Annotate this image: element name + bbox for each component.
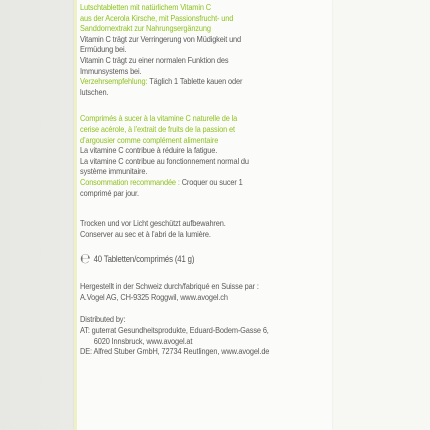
distribution-at-line-2: 6020 Innsbruck, www.avogel.at xyxy=(93,335,193,346)
storage-line-german: Trocken und vor Licht geschützt aufbewahren. xyxy=(80,218,226,229)
panel-edge xyxy=(74,0,77,430)
german-recommendation xyxy=(80,76,297,87)
french-recommendation xyxy=(80,177,297,188)
french-recommendation-label: Consommation recommandée : xyxy=(80,176,180,187)
german-title-line-1: Lutschtabletten mit natürlichem Vitamin C xyxy=(80,2,211,12)
french-title-line-2: cerise acérole, à l’extrait de fruits de la passion et xyxy=(80,123,235,134)
german-recommendation-line-1: Täglich 1 Tablette kauen oder xyxy=(149,76,243,87)
estimated-sign-icon: ℮ xyxy=(80,251,91,268)
distribution-de-line: DE: Alfred Stuber GmbH, 72734 Reutlingen, www.avogel.de xyxy=(80,346,270,357)
manufacturer-line-1: Hergestellt in der Schweiz durch/fabriqué en Suisse par : xyxy=(80,281,259,292)
german-title-line-2: aus der Acerola Kirsche, mit Passionsfrucht- und xyxy=(80,12,234,23)
label-text xyxy=(80,2,297,357)
german-title-line-3: Sanddornextrakt zur Nahrungsergänzung xyxy=(80,23,211,34)
french-claim-2-line-2: système immunitaire. xyxy=(80,166,148,177)
french-claim-2-line-1: La vitamine C contribue au fonctionnement normal du xyxy=(80,155,249,166)
distribution-at-line-1: AT: guterrat Gesundheitsprodukte, Eduard-Bodem-Gasse 6, xyxy=(80,325,269,336)
german-recommendation-label: Verzehrsempfehlung: xyxy=(80,76,148,87)
storage-line-french: Conserver au sec et à l’abri de la lumière. xyxy=(80,228,211,239)
french-title-line-1: Comprimés à sucer à la vitamine C naturelle de la xyxy=(80,113,238,124)
manufacturer-line-2: A.Vogel AG, CH-9325 Roggwil, www.avogel.ch xyxy=(80,291,228,302)
german-recommendation-line-2: lutschen. xyxy=(80,86,109,97)
distribution-section xyxy=(80,314,297,356)
french-claim-1: La vitamine C contribue à réduire la fatigue. xyxy=(80,145,218,156)
storage-section xyxy=(80,218,297,239)
german-claim-2-line-2: Immunsystems bei. xyxy=(80,65,142,76)
distribution-heading: Distributed by: xyxy=(80,314,126,325)
french-recommendation-line-2: comprimé par jour. xyxy=(80,187,139,198)
french-recommendation-line-1: Croquer ou sucer 1 xyxy=(181,176,243,187)
german-section xyxy=(80,2,297,97)
french-title-line-3: d’argousier comme complément alimentaire xyxy=(80,134,219,145)
net-quantity xyxy=(80,251,297,268)
net-quantity-text: 40 Tabletten/comprimés (41 g) xyxy=(93,253,195,264)
german-claim-1-line-1: Vitamin C trägt zur Verringerung von Müdigkeit und xyxy=(80,33,242,44)
french-section xyxy=(80,113,297,198)
german-claim-2-line-1: Vitamin C trägt zu einer normalen Funktion des xyxy=(80,54,229,65)
german-claim-1-line-2: Ermüdung bei. xyxy=(80,44,127,55)
manufacturer-section xyxy=(80,281,297,302)
